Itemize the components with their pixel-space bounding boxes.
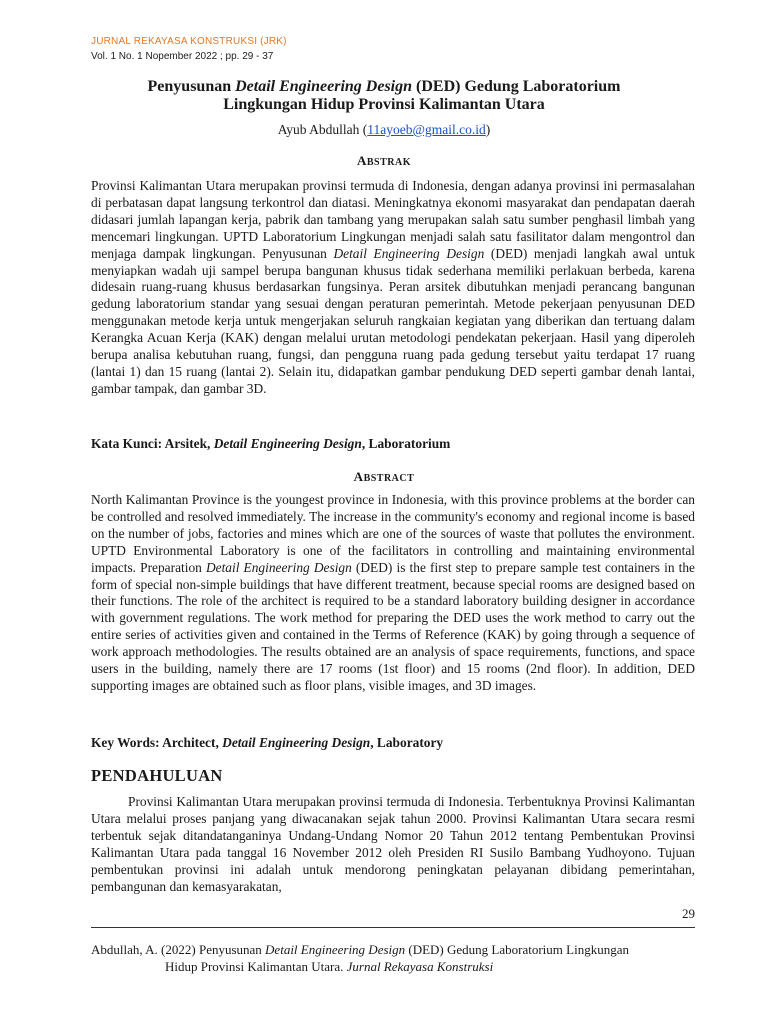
abstrak-heading — [80, 153, 688, 169]
citation-line-2 — [91, 958, 695, 975]
kata-kunci-italic: Detail Engineering Design — [213, 436, 362, 451]
abstract-text-2: (DED) is the first step to prepare sample test containers in the form of special non-simple buildings that have different treatment, because special rooms are designed based on their functions. The role of the architect is required to be a standard laboratory building designer in accordance with government regulations. The work method for preparing the DED uses the work method to carry out the entire series of activities given and contained in the Terms of Reference (KAK) by going through a sequence of work approach methodologies. The results obtained are an analysis of space requirements, functions, and space users in the building, namely there are 17 rooms (1st floor) and 15 rooms (2nd floor). In addition, DED supporting images are obtained such as floor plans, visible images, and 3D images. — [91, 559, 695, 693]
pendahuluan-paragraph: Provinsi Kalimantan Utara merupakan provinsi termuda di Indonesia. Terbentuknya Provinsi Kalimantan Utara melalui proses panjang yang diwacanakan sejak tahun 2000. Provinsi Kalimantan Utara secara resmi terbentuk sejak ditandatanganinya Undang-Undang Nomor 20 Tahun 2012 tentang Pembentukan Provinsi Kalimantan Utara pada tanggal 16 November 2012 oleh Presiden RI Susilo Bambang Yudhoyono. Tujuan pembentukan provinsi ini adalah untuk mendorong peningkatan pelayanan dibidang pemerintahan, pembangunan dan kemasyarakatan, — [91, 794, 695, 894]
author-email-link[interactable]: 11ayoeb@gmail.co.id — [367, 122, 486, 137]
abstract-heading-rest: BSTRACT — [363, 473, 415, 484]
key-words-pre: Key Words: Architect, — [91, 735, 223, 750]
journal-name: JURNAL REKAYASA KONSTRUKSI (JRK) — [91, 36, 287, 47]
key-words-italic: Detail Engineering Design — [222, 735, 371, 750]
abstract-paragraph — [91, 492, 695, 695]
author-name: Ayub Abdullah ( — [277, 122, 368, 137]
key-words-post: , Laboratory — [370, 735, 444, 750]
abstract-heading — [80, 469, 688, 485]
journal-volume-info: Vol. 1 No. 1 Nopember 2022 ; pp. 29 - 37 — [91, 51, 274, 62]
section-heading-pendahuluan: PENDAHULUAN — [91, 766, 223, 785]
key-words — [91, 735, 695, 751]
kata-kunci-post: , Laboratorium — [361, 436, 451, 451]
paper-title — [80, 78, 688, 114]
cite-italic: Detail Engineering Design — [265, 942, 406, 957]
abstract-italic: Detail Engineering Design — [205, 559, 352, 575]
cite-post: (DED) Gedung Laboratorium Lingkungan — [405, 942, 629, 957]
page-number: 29 — [682, 906, 695, 921]
abstract-heading-cap: A — [353, 469, 364, 484]
footer-divider — [91, 927, 695, 928]
abstract-text-1: North Kalimantan Province is the youngest province in Indonesia, with this province problems at the border can be controlled and resolved immediately. The increase in the community's economy and regional income is based on the number of jobs, factories and mines which are one of the sources of waste that pollutes the environment. UPTD Environmental Laboratory is one of the facilitators in controlling and maintaining environmental impacts. Preparation — [91, 492, 695, 575]
abstrak-text-2: (DED) menjadi langkah awal untuk menyiapkan wadah uji sampel berupa bangunan khusus tidak sederhana memiliki perlakuan berbeda, karena didesain ruang-ruang khusus berdasarkan fungsinya. Peran arsitek dibutuhkan menjadi perancang bangunan gedung laboratorium standar yang sesuai dengan peraturan pemerintah. Metode pekerjaan penyusunan DED menggunakan metode kerja untuk mengerjakan seluruh rangkaian kegiatan yang diberikan dan tertuang dalam Kerangka Acuan Kerja (KAK) dengan melalui urutan metodologi pendekatan pekerjaan. Hasil yang diperoleh berupa analisa kebutuhan ruang, fungsi, dan pengguna ruang pada gedung tersebut yaitu terdapat 17 ruang (lantai 1) dan 15 ruang (lantai 2). Selain itu, didapatkan gambar pendukung DED seperti gambar denah lantai, gambar tampak, dan gambar 3D. — [91, 245, 696, 396]
abstrak-paragraph — [91, 178, 695, 398]
author-line — [80, 122, 688, 138]
abstrak-heading-rest: BSTRAK — [366, 157, 411, 168]
cite-journal: Jurnal Rekayasa Konstruksi — [346, 959, 494, 974]
author-close: ) — [485, 122, 491, 137]
title-post: (DED) Gedung Laboratorium — [412, 78, 621, 95]
title-italic: Detail Engineering Design — [235, 78, 413, 95]
abstrak-heading-cap: A — [356, 153, 367, 168]
abstrak-italic: Detail Engineering Design — [333, 245, 485, 261]
abstrak-text-1: Provinsi Kalimantan Utara merupakan provinsi termuda di Indonesia, dengan adanya provinsi ini permasalahan di perbatasan dapat langsung terkontrol dan diatasi. Meningkatnya ekonomi masyarakat dan pendapatan daerah didasari jumlah lapangan kerja, pabrik dan tambang yang merupakan salah satu sumber penghasil limbah yang mencemari lingkungan. UPTD Laboratorium Lingkungan menjadi salah satu fasilitator dalam mengontrol dan menjaga dampak lingkungan. Penyusunan — [91, 178, 695, 261]
title-pre: Penyusunan — [147, 78, 236, 95]
kata-kunci-pre: Kata Kunci: Arsitek, — [91, 436, 214, 451]
cite-pre: Abdullah, A. (2022) Penyusunan — [91, 942, 266, 957]
footer-citation — [91, 941, 695, 975]
cite-line2: Hidup Provinsi Kalimantan Utara. — [165, 959, 347, 974]
kata-kunci — [91, 436, 695, 452]
citation-line-1 — [91, 941, 695, 958]
title-line2: Lingkungan Hidup Provinsi Kalimantan Utara — [223, 96, 545, 113]
